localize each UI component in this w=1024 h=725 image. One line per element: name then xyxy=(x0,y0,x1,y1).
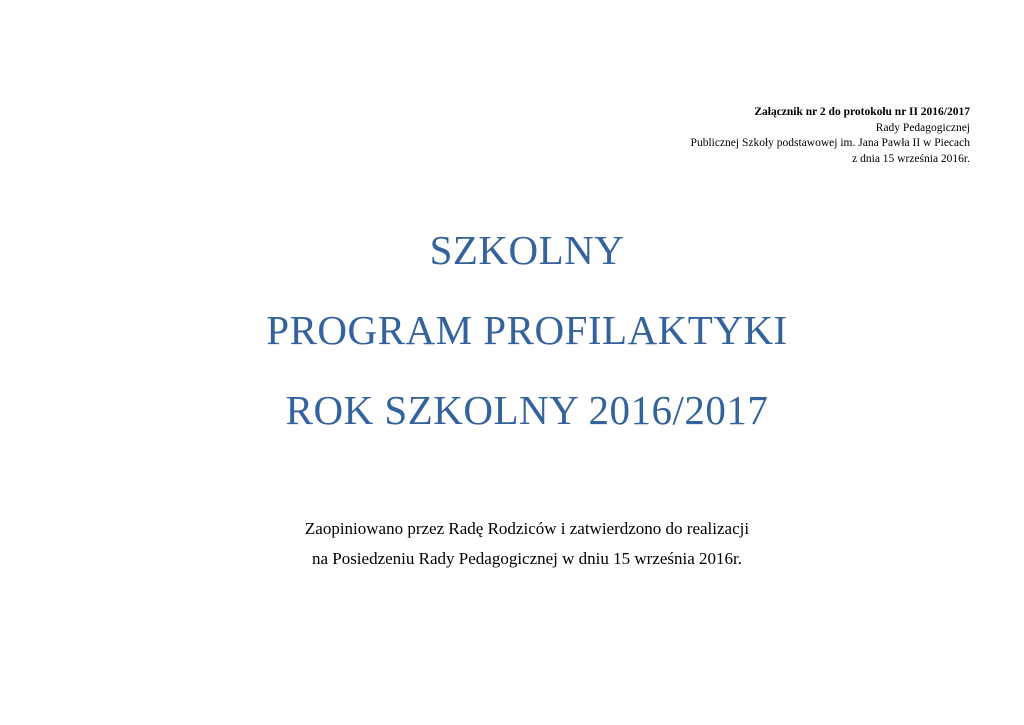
header-line-school: Publicznej Szkoły podstawowej im. Jana Pawła II w Piecach xyxy=(690,137,970,149)
document-title xyxy=(0,222,1024,462)
title-line-2: PROGRAM PROFILAKTYKI xyxy=(266,307,788,353)
attachment-reference: Załącznik nr 2 do protokołu nr II 2016/2017 xyxy=(754,106,970,118)
approval-line-1: Zaopiniowano przez Radę Rodziców i zatwierdzono do realizacji xyxy=(304,519,750,538)
header-line-council: Rady Pedagogicznej xyxy=(875,121,970,134)
title-line-1: SZKOLNY xyxy=(429,227,625,273)
title-line-3: ROK SZKOLNY 2016/2017 xyxy=(285,387,769,433)
document-header xyxy=(691,105,970,167)
approval-note xyxy=(0,514,1024,574)
header-line-date: z dnia 15 września 2016r. xyxy=(852,152,970,165)
approval-line-2: na Posiedzeniu Rady Pedagogicznej w dniu 15 września 2016r. xyxy=(311,549,743,568)
